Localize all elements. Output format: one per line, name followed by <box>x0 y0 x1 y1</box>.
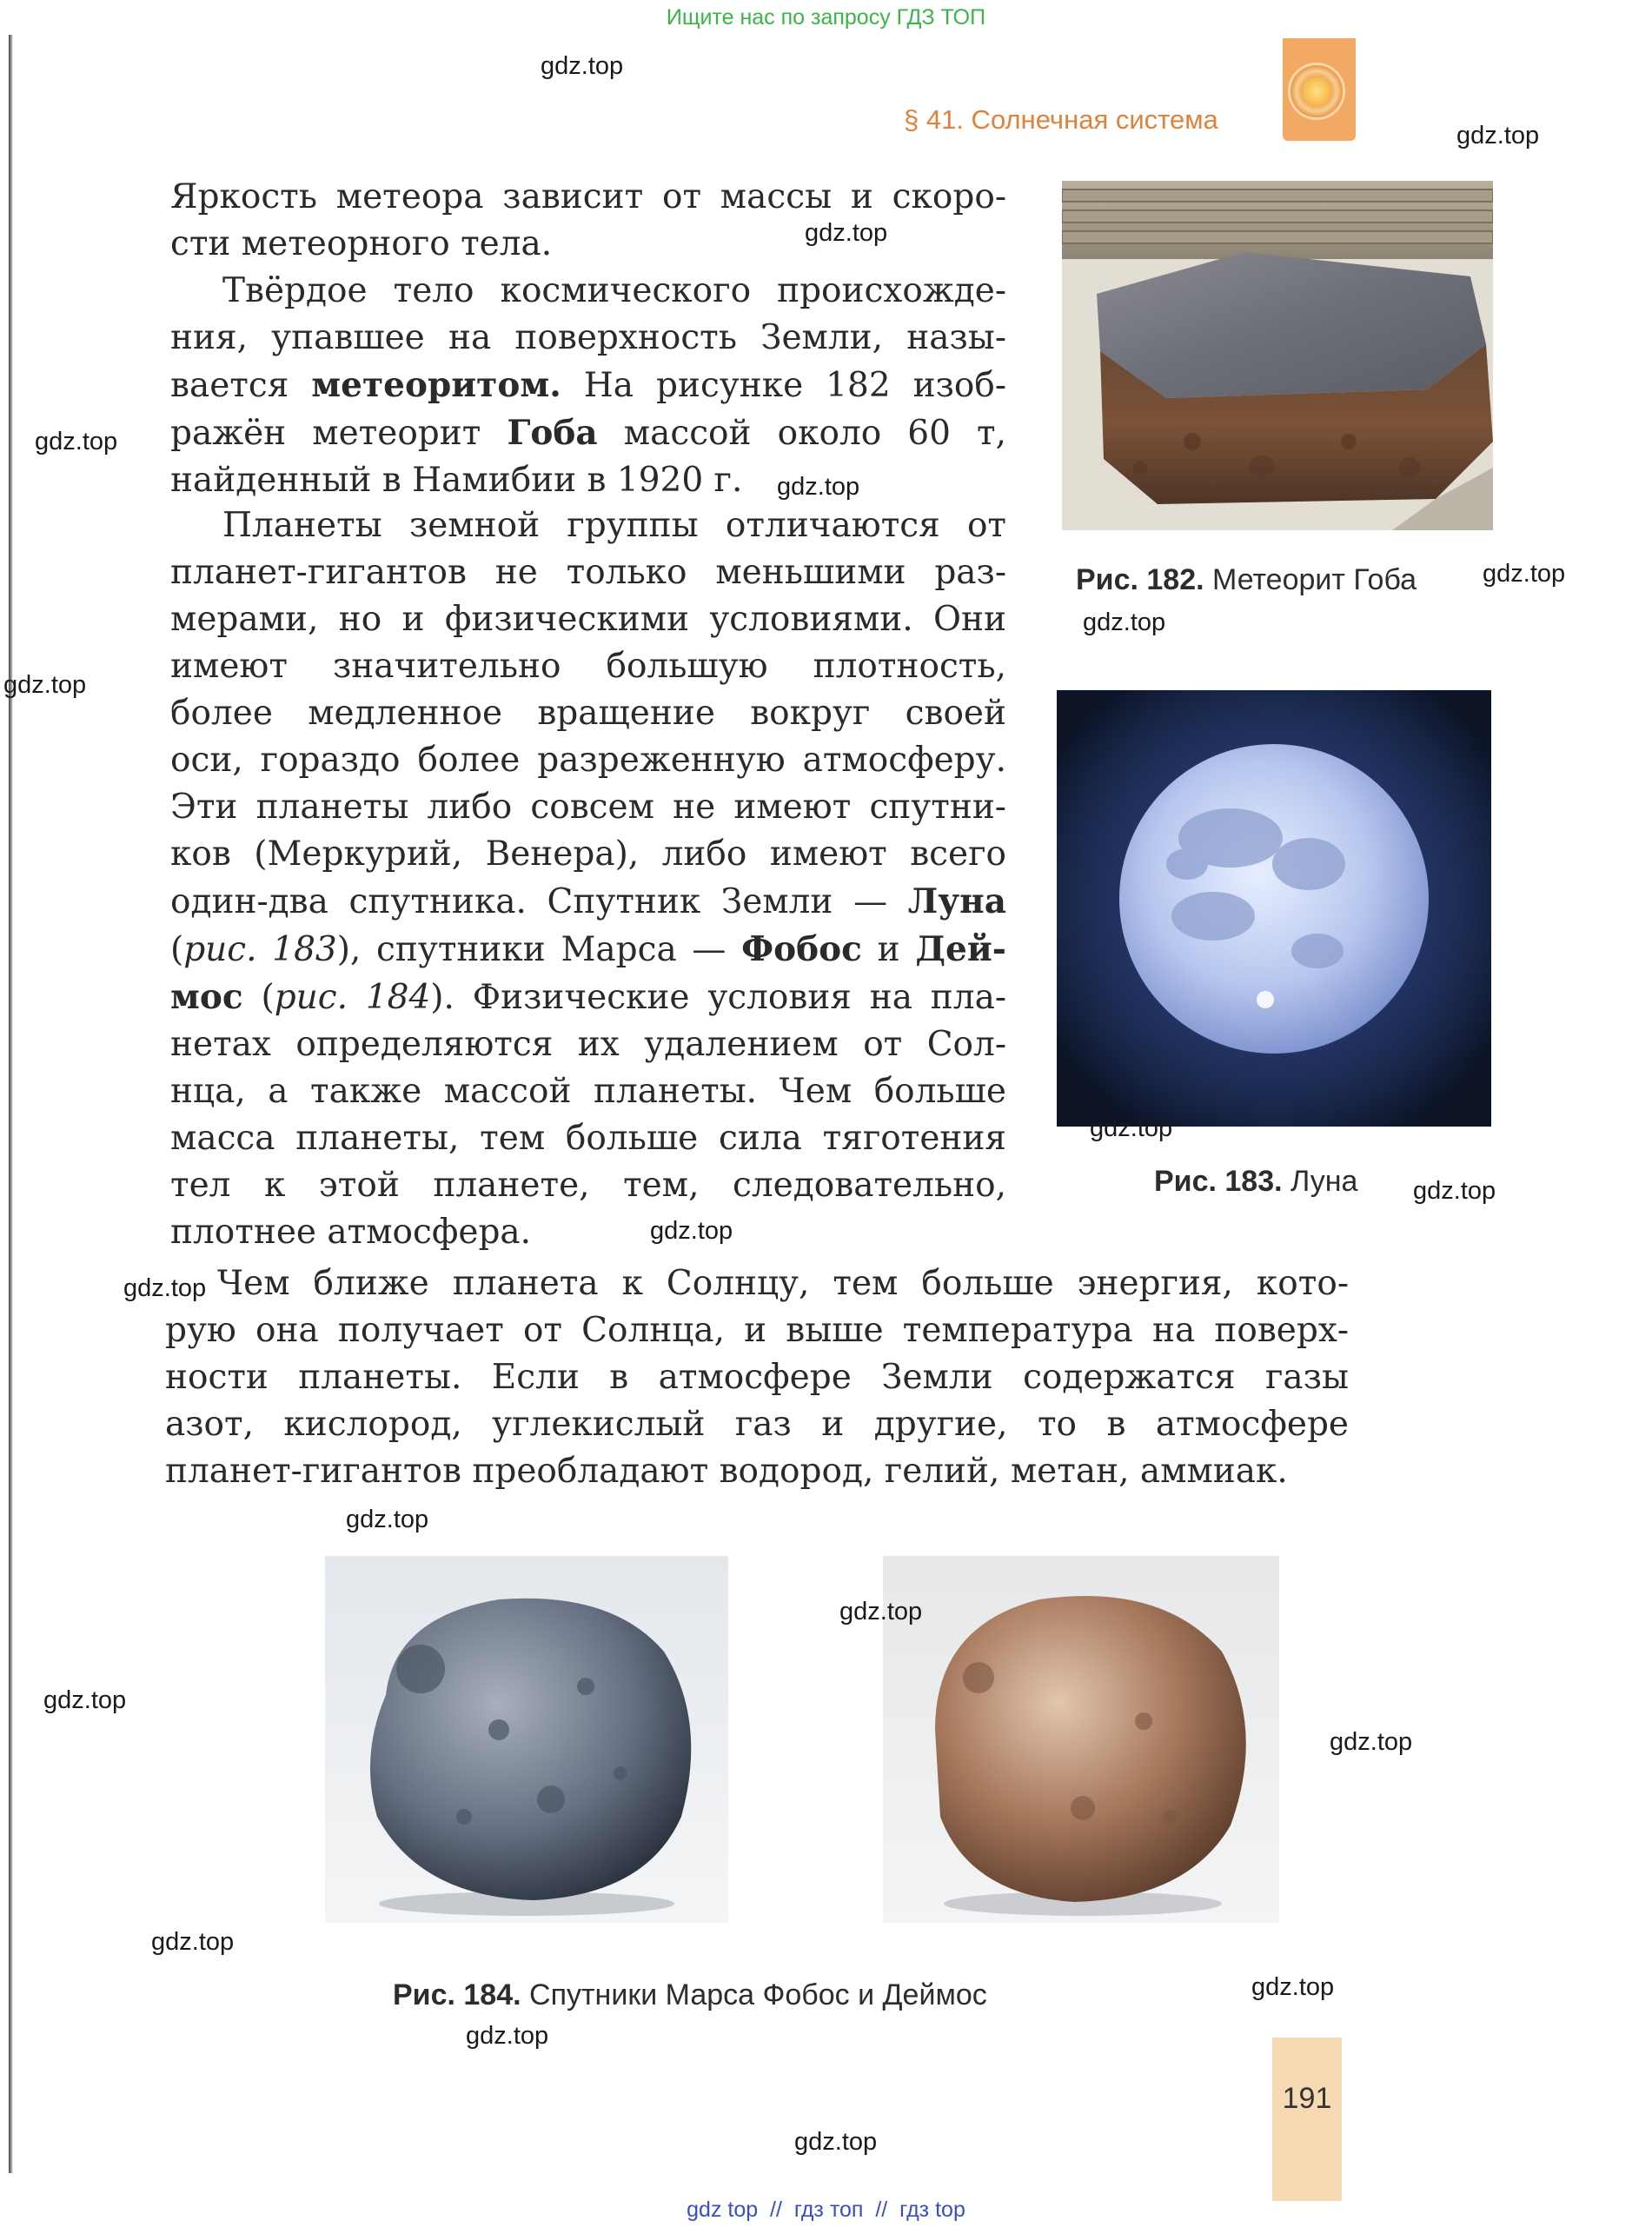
text-line: мерами, но и физическими условиями. Они <box>170 600 1006 639</box>
text-line: Планеты земной группы отличаются от <box>222 506 1006 545</box>
text-line: мос (рис. 184). Физические условия на пла- <box>170 977 1006 1017</box>
watermark: gdz.top <box>777 473 860 501</box>
text-line: масса планеты, тем больше сила тяготения <box>170 1119 1006 1158</box>
text-line: планет-гигантов не только меньшими раз- <box>170 553 1006 592</box>
text-line: Яркость метеора зависит от массы и скоро- <box>170 177 1006 216</box>
watermark: gdz.top <box>346 1506 429 1533</box>
text-line: Твёрдое тело космического происхожде- <box>222 271 1006 310</box>
watermark: gdz.top <box>805 219 888 247</box>
watermark: gdz.top <box>35 428 118 455</box>
page-number: 191 <box>1282 2082 1332 2115</box>
watermark: gdz.top <box>650 1217 733 1245</box>
watermark: gdz.top <box>466 2022 549 2050</box>
page-number-tab <box>1272 2038 1342 2201</box>
watermark: gdz.top <box>151 1928 235 1956</box>
text-line: сти метеорного тела. <box>170 224 553 263</box>
text-line: планет-гигантов преобладают водород, гелий, метан, аммиак. <box>165 1452 1288 1491</box>
paragraph-2 <box>170 268 1006 504</box>
figure-ref-184: рис. 184 <box>274 978 431 1017</box>
caption-fig-182: Рис. 182. Метеорит Гоба <box>1076 563 1417 596</box>
text-line: более медленное вращение вокруг своей <box>170 694 1006 733</box>
watermark: gdz.top <box>123 1274 207 1302</box>
text-line: нца, а также массой планеты. Чем больше <box>170 1072 1006 1111</box>
text-line: ности планеты. Если в атмосфере Земли содержатся газы <box>165 1358 1349 1397</box>
text-line: тел к этой планете, тем, следовательно, <box>170 1166 1006 1205</box>
watermark: gdz.top <box>794 2128 878 2156</box>
watermark: gdz.top <box>43 1686 127 1714</box>
term-deimos-part2: мос <box>170 977 243 1017</box>
page-edge <box>9 35 13 2173</box>
term-goba: Гоба <box>507 413 598 453</box>
text-line: ражён метеорит Гоба массой около 60 т, <box>170 413 1006 453</box>
text-line: оси, гораздо более разреженную атмосферу. <box>170 741 1006 780</box>
text-line: плотнее атмосфера. <box>170 1213 532 1252</box>
top-banner: Ищите нас по запросу ГДЗ ТОП <box>666 5 986 30</box>
term-meteorite: метеоритом. <box>311 365 561 405</box>
watermark: gdz.top <box>541 52 624 80</box>
text-line: один-два спутника. Спутник Земли — Луна <box>170 881 1006 921</box>
watermark: gdz.top <box>1251 1973 1335 2001</box>
meteorite-photo <box>1062 181 1493 530</box>
text-line: вается метеоритом. На рисунке 182 изоб- <box>170 365 1007 405</box>
paragraph-4 <box>165 1260 1349 1495</box>
paragraph-3 <box>170 502 1006 1256</box>
text-line: нетах определяются их удалением от Сол- <box>170 1025 1006 1064</box>
watermark: gdz.top <box>1456 122 1540 150</box>
term-moon: Луна <box>907 881 1006 921</box>
watermark: gdz.top <box>1083 608 1166 636</box>
phobos-photo <box>325 1556 728 1923</box>
watermark: gdz.top <box>1483 560 1566 588</box>
watermark: gdz.top <box>1330 1728 1413 1756</box>
text-line: азот, кислород, углекислый газ и другие, то в атмосфере <box>165 1405 1349 1444</box>
section-title: § 41. Солнечная система <box>904 104 1218 135</box>
watermark: gdz.top <box>1090 1114 1173 1142</box>
term-phobos: Фобос <box>741 929 862 969</box>
text-line: рую она получает от Солнца, и выше температура на поверх- <box>165 1311 1349 1350</box>
text-line: Эти планеты либо совсем не имеют спутни- <box>170 788 1006 827</box>
moon-photo <box>1057 690 1491 1127</box>
caption-fig-184: Рис. 184. Спутники Марса Фобос и Деймос <box>393 1978 987 2011</box>
text-line: ния, упавшее на поверхность Земли, назы- <box>170 318 1006 357</box>
text-line: имеют значительно большую плотность, <box>170 647 1006 686</box>
sun-icon <box>1288 63 1345 120</box>
text-line: Чем ближе планета к Солнцу, тем больше энергия, кото- <box>217 1264 1349 1303</box>
deimos-photo <box>883 1556 1279 1923</box>
watermark: gdz.top <box>3 671 87 699</box>
term-deimos-part1: Дей- <box>915 929 1006 969</box>
watermark: gdz.top <box>1413 1177 1496 1205</box>
text-line: ков (Меркурий, Венера), либо имеют всего <box>170 834 1006 874</box>
figure-ref-183: рис. 183 <box>183 930 337 969</box>
text-line: найденный в Намибии в 1920 г. <box>170 461 743 500</box>
footer-links: gdz top // гдз топ // гдз top <box>687 2197 965 2222</box>
caption-fig-183: Рис. 183. Луна <box>1154 1165 1358 1198</box>
watermark: gdz.top <box>839 1598 923 1626</box>
text-line: (рис. 183), спутники Марса — Фобос и Дей- <box>170 929 1006 969</box>
